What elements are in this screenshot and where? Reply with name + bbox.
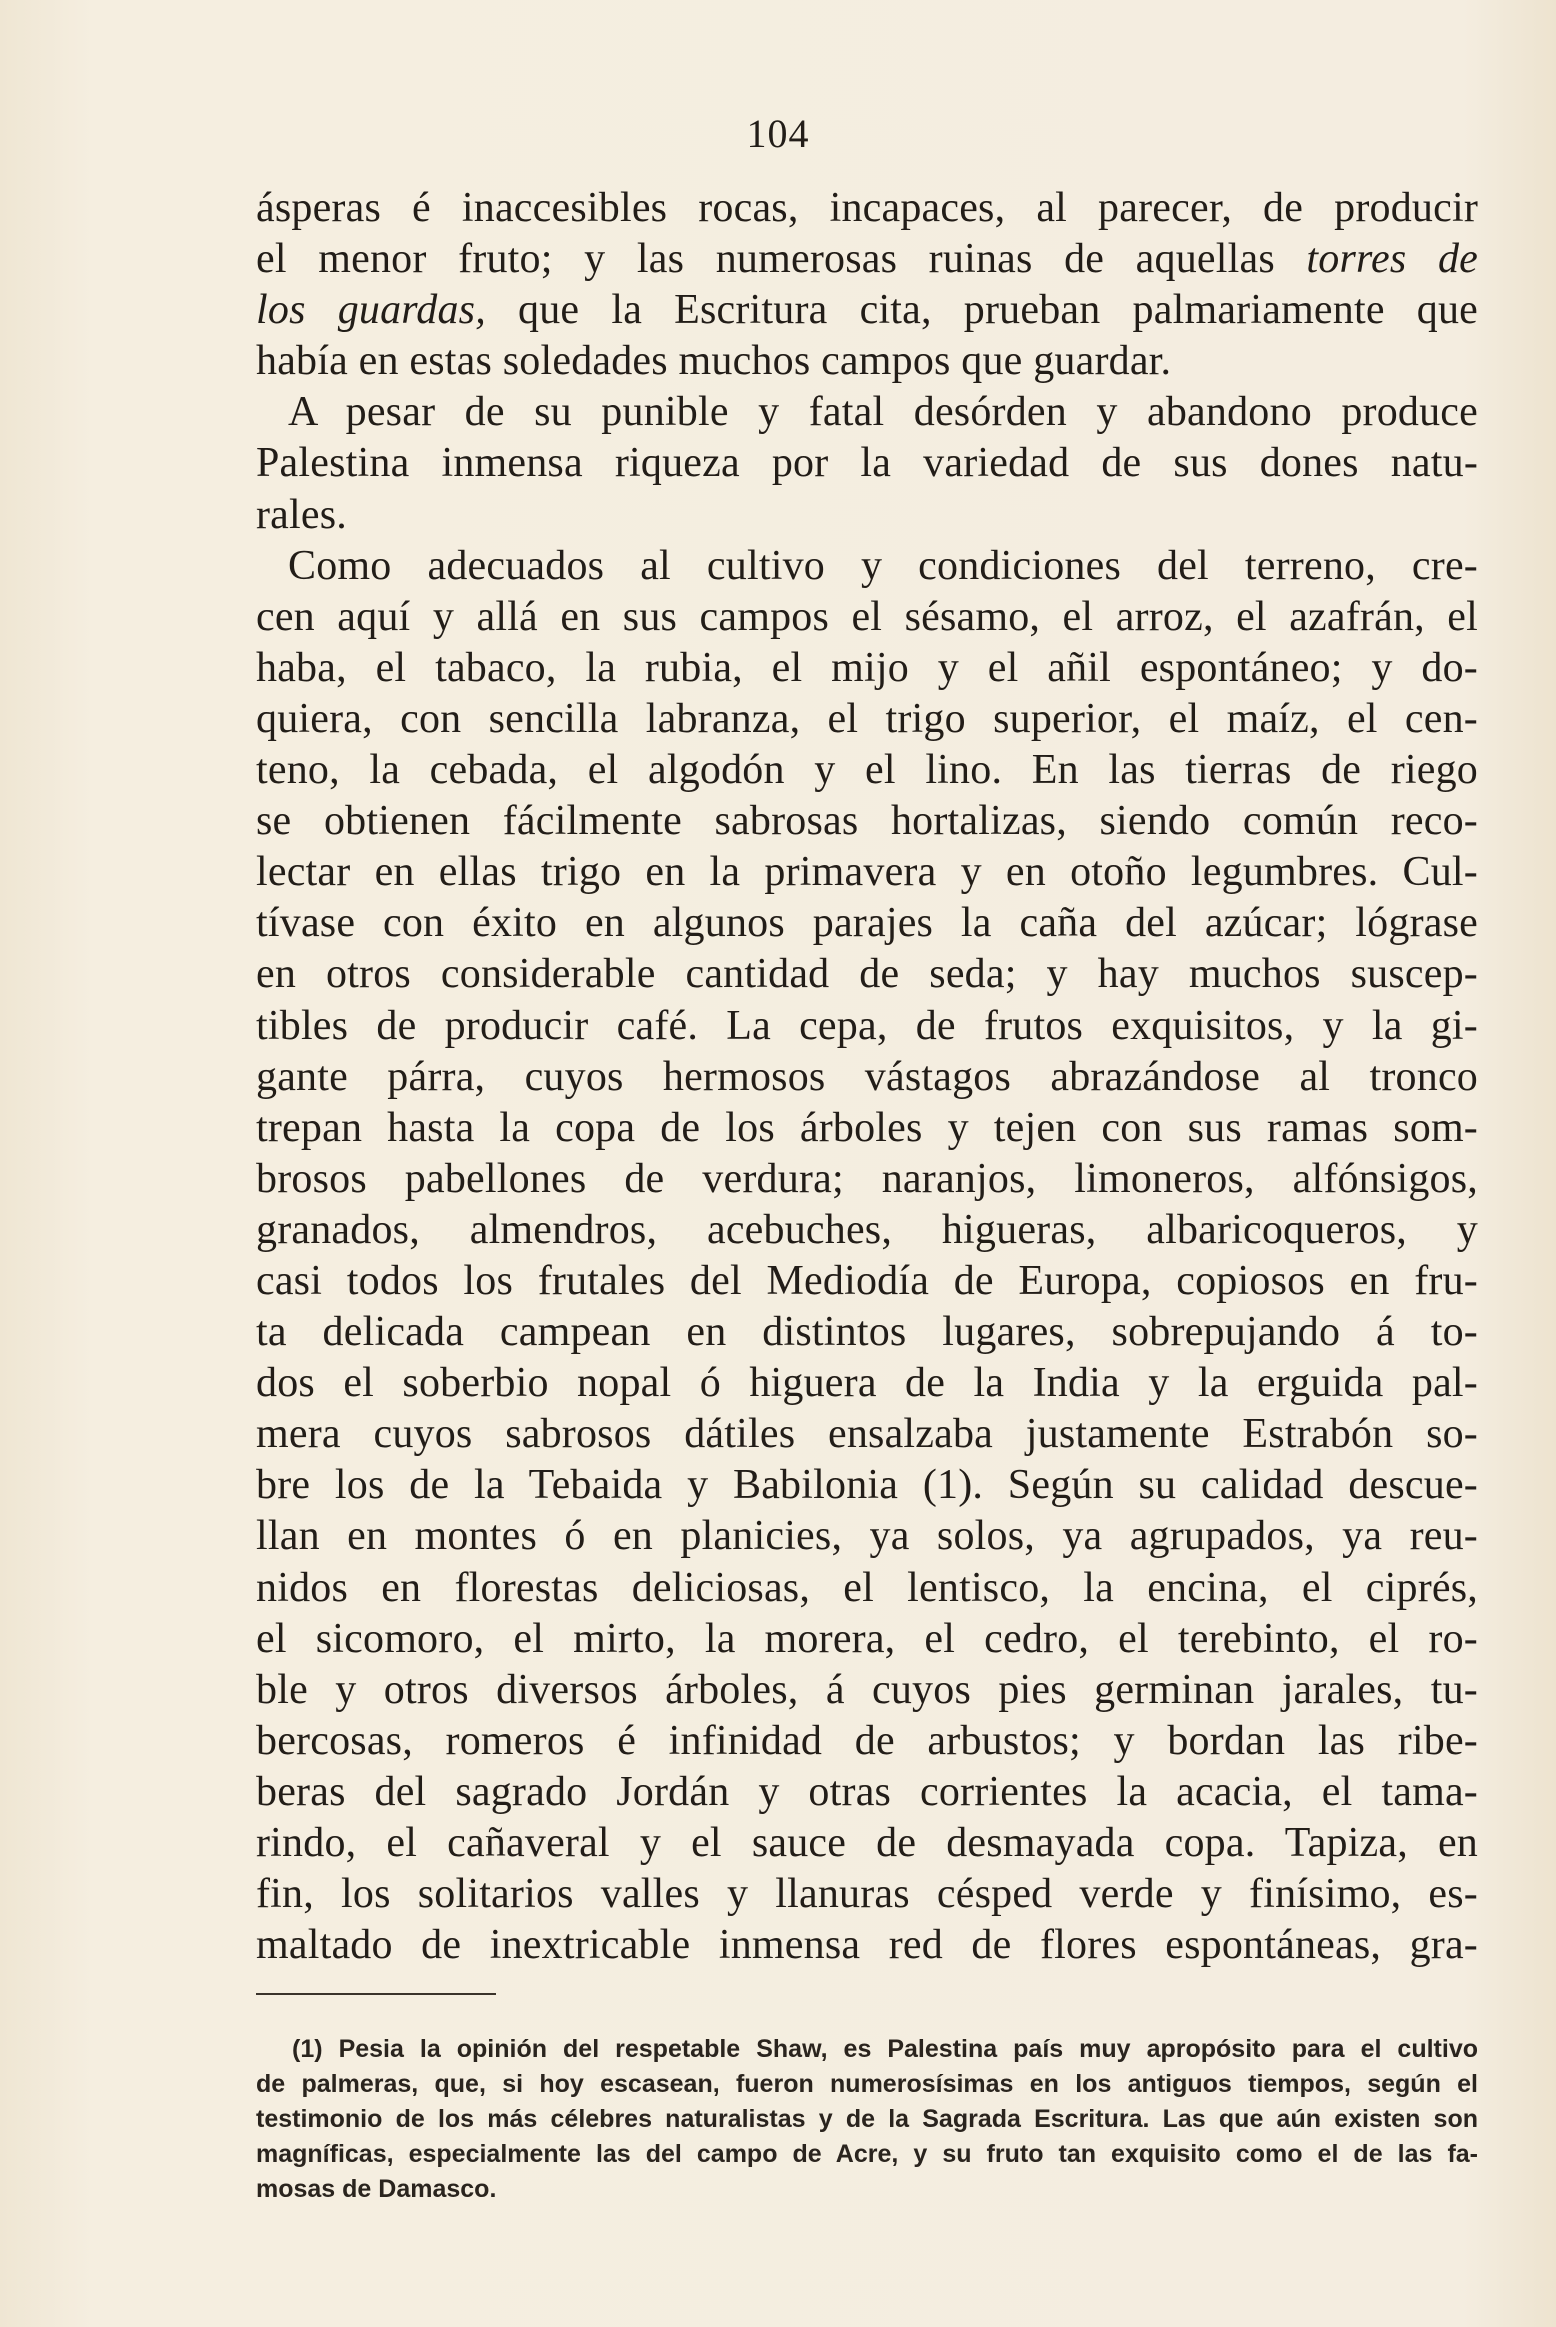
text-line: se obtienen fácilmente sabrosas hortalizas, siendo común reco- bbox=[256, 798, 1478, 845]
text-line: Como adecuados al cultivo y condiciones del terreno, cre- bbox=[288, 542, 1478, 589]
text-line: cen aquí y allá en sus campos el sésamo, el arroz, el azafrán, el bbox=[256, 593, 1478, 640]
text-line: trepan hasta la copa de los árboles y tejen con sus ramas som- bbox=[256, 1104, 1478, 1151]
text-line: rindo, el cañaveral y el sauce de desmayada copa. Tapiza, en bbox=[256, 1820, 1478, 1866]
text-line: quiera, con sencilla labranza, el trigo superior, el maíz, el cen- bbox=[256, 695, 1478, 742]
text-line: nidos en florestas deliciosas, el lentisco, la encina, el ciprés, bbox=[256, 1564, 1478, 1611]
text-line: brosos pabellones de verdura; naranjos, limoneros, alfónsigos, bbox=[256, 1155, 1478, 1202]
text-line: en otros considerable cantidad de seda; y hay muchos suscep- bbox=[256, 951, 1478, 998]
text-line: granados, almendros, acebuches, higueras, albaricoqueros, y bbox=[256, 1206, 1478, 1253]
text-line: bre los de la Tebaida y Babilonia (1). Según su calidad descue- bbox=[256, 1462, 1478, 1509]
text-line: lectar en ellas trigo en la primavera y en otoño legumbres. Cul- bbox=[256, 849, 1478, 896]
text-line: bercosas, romeros é infinidad de arbustos; y bordan las ribe- bbox=[256, 1717, 1478, 1764]
footnote-line: testimonio de los más célebres naturalistas y de la Sagrada Escritura. Las que aún existen son bbox=[256, 2105, 1478, 2133]
text-line: rales. bbox=[256, 491, 347, 538]
footnote-line: (1) Pesia la opinión del respetable Shaw, es Palestina país muy apropósito para el cultivo bbox=[292, 2035, 1478, 2063]
footnote bbox=[256, 2032, 1478, 2207]
text-line: maltado de inextricable inmensa red de flores espontáneas, gra- bbox=[256, 1922, 1478, 1969]
footnote-line: mosas de Damasco. bbox=[256, 2175, 497, 2203]
text-line: el sicomoro, el mirto, la morera, el cedro, el terebinto, el ro- bbox=[256, 1615, 1478, 1662]
text-line: A pesar de su punible y fatal desórden y abandono produce bbox=[288, 389, 1478, 436]
text-line: gante párra, cuyos hermosos vástagos abrazándose al tronco bbox=[256, 1053, 1478, 1100]
text-line: casi todos los frutales del Mediodía de Europa, copiosos en fru- bbox=[256, 1257, 1478, 1304]
page-number: 104 bbox=[746, 111, 810, 156]
text-line: tívase con éxito en algunos parajes la caña del azúcar; lógrase bbox=[256, 900, 1478, 947]
text-line: haba, el tabaco, la rubia, el mijo y el añil espontáneo; y do- bbox=[256, 644, 1478, 691]
text-line: ásperas é inaccesibles rocas, incapaces, al parecer, de producir bbox=[256, 185, 1478, 231]
text-line: ble y otros diversos árboles, á cuyos pies germinan jarales, tu- bbox=[256, 1666, 1478, 1713]
text-line: Palestina inmensa riqueza por la variedad de sus dones natu- bbox=[256, 440, 1478, 487]
text-line: mera cuyos sabrosos dátiles ensalzaba justamente Estrabón so- bbox=[256, 1411, 1478, 1458]
text-line: beras del sagrado Jordán y otras corrientes la acacia, el tama- bbox=[256, 1768, 1478, 1815]
text-line: el menor fruto; y las numerosas ruinas de aquellas torres de bbox=[256, 236, 1478, 283]
text-line: dos el soberbio nopal ó higuera de la India y la erguida pal- bbox=[256, 1360, 1478, 1407]
text-line: llan en montes ó en planicies, ya solos, ya agrupados, ya reu- bbox=[256, 1513, 1478, 1560]
footnote-divider bbox=[256, 1993, 496, 1995]
text-line: ta delicada campean en distintos lugares, sobrepujando á to- bbox=[256, 1309, 1478, 1356]
text-line: había en estas soledades muchos campos que guardar. bbox=[256, 338, 1172, 385]
text-line: teno, la cebada, el algodón y el lino. En las tierras de riego bbox=[256, 747, 1478, 794]
text-line: los guardas, que la Escritura cita, prueban palmariamente que bbox=[256, 287, 1479, 334]
body-text bbox=[256, 183, 1478, 1971]
text-line: fin, los solitarios valles y llanuras césped verde y finísimo, es- bbox=[256, 1871, 1478, 1918]
footnote-line: de palmeras, que, si hoy escasean, fueron numerosísimas en los antiguos tiempos, según el bbox=[256, 2070, 1478, 2098]
text-line: tibles de producir café. La cepa, de frutos exquisitos, y la gi- bbox=[256, 1002, 1478, 1049]
footnote-line: magníficas, especialmente las del campo de Acre, y su fruto tan exquisito como el de las fa- bbox=[256, 2140, 1478, 2168]
